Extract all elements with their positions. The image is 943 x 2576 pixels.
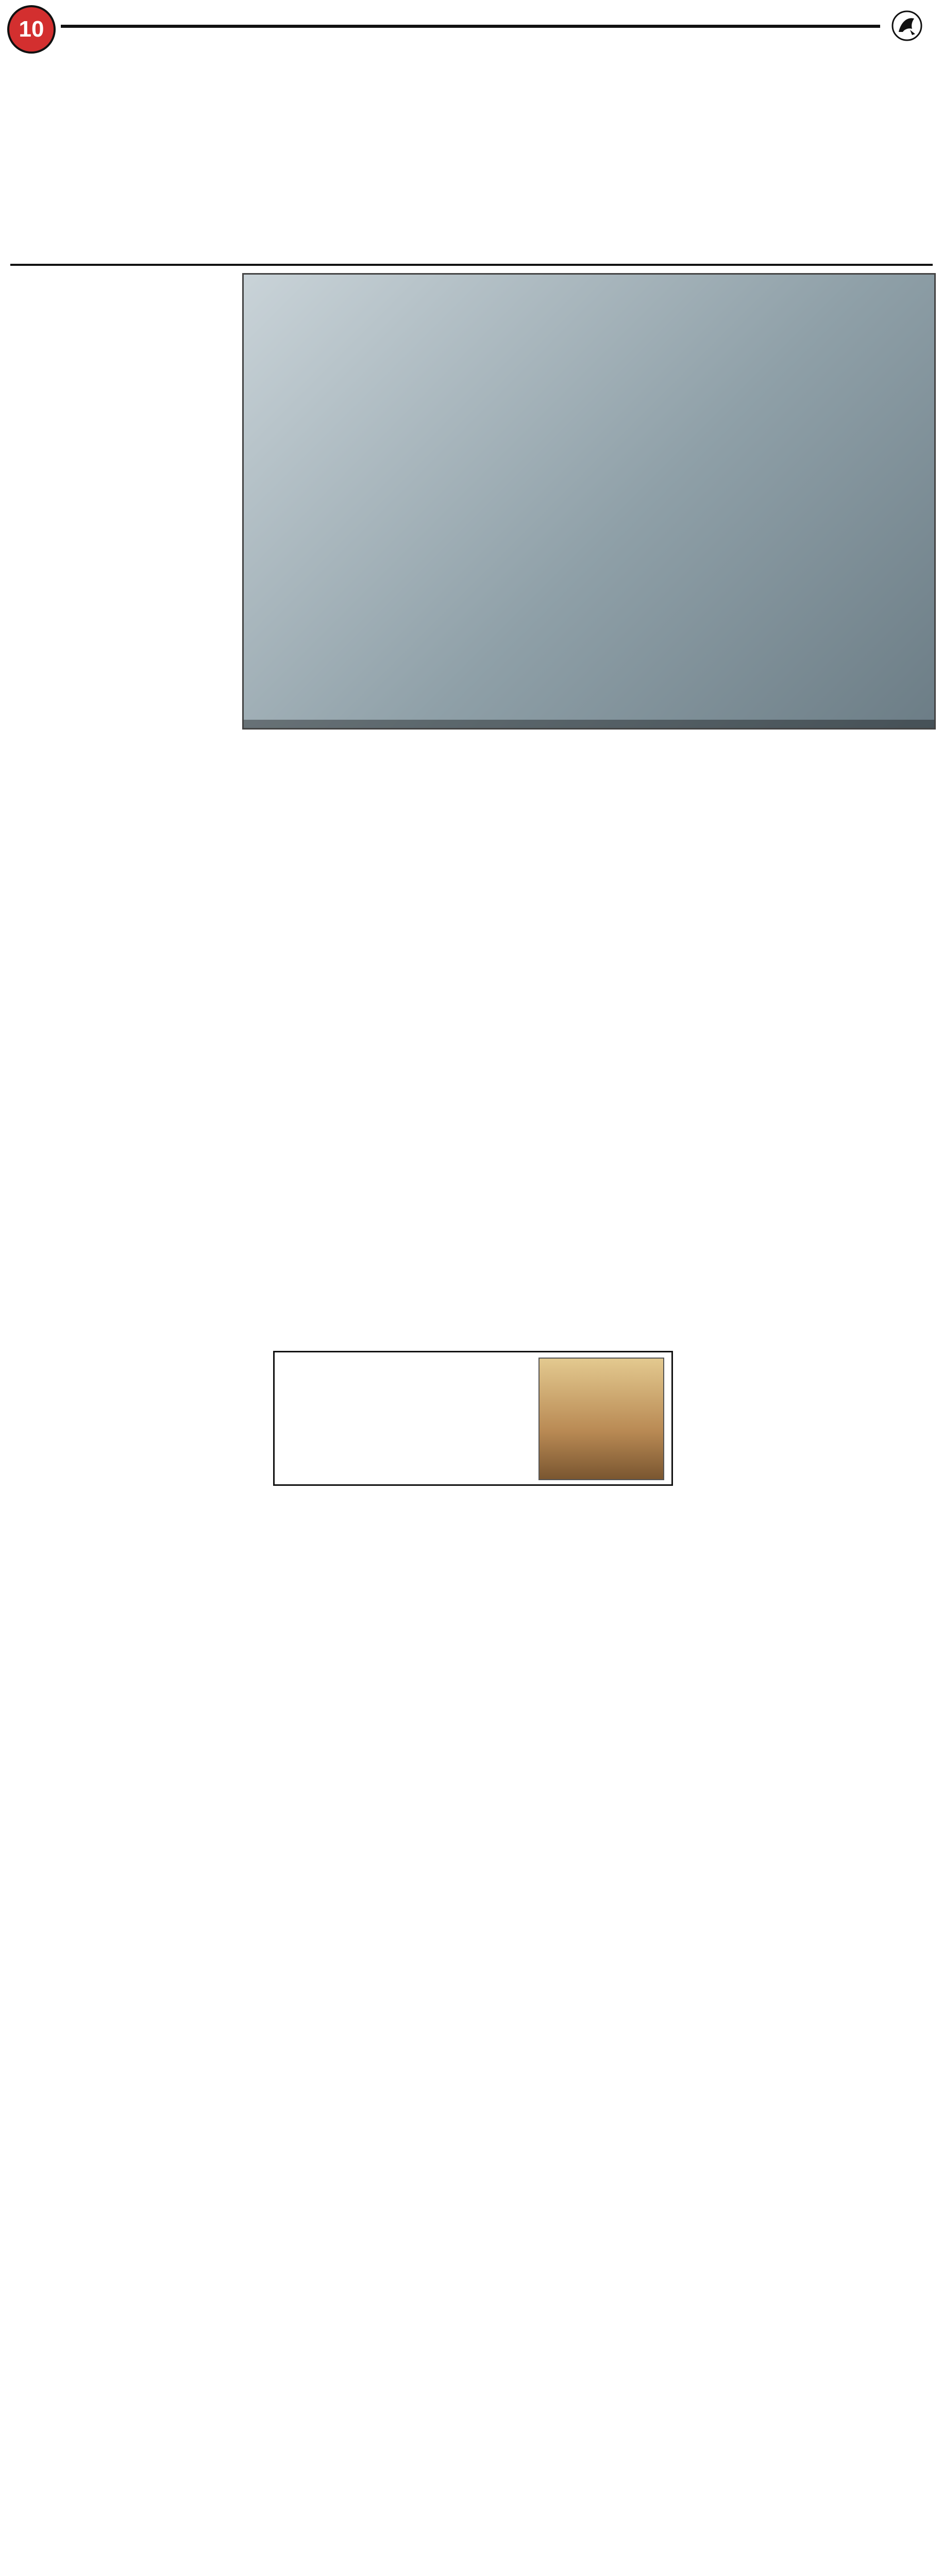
article-right-column	[680, 1350, 933, 1484]
article-full-width-lower	[10, 1494, 933, 2576]
author-box	[273, 1351, 673, 1486]
page-header	[0, 0, 943, 52]
event-photo	[242, 273, 936, 730]
page-number-badge: 10	[7, 5, 56, 54]
headline-kicker	[0, 77, 943, 144]
photo-caption	[244, 720, 934, 728]
headline-title	[0, 155, 943, 258]
header-rule	[61, 25, 880, 28]
article-full-width-upper	[10, 737, 933, 1345]
headline-rule	[10, 264, 933, 266]
party-logo-icon	[891, 9, 922, 42]
author-photo	[538, 1358, 664, 1480]
